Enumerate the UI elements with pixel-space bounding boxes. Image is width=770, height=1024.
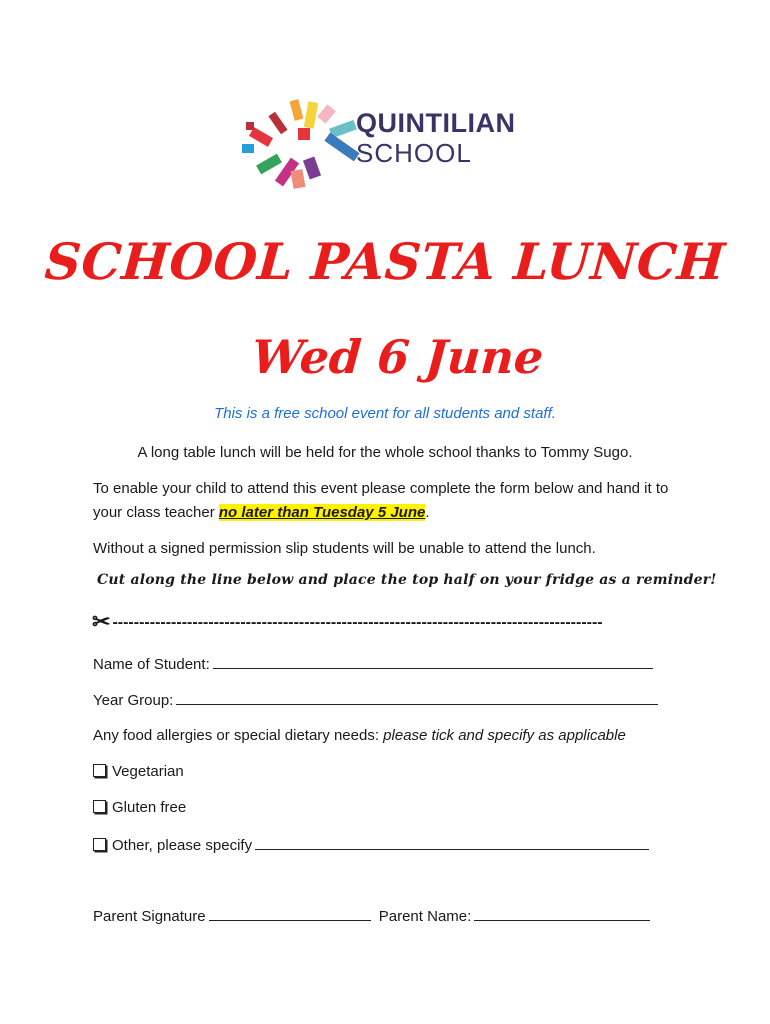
logo-bar bbox=[246, 122, 254, 130]
year-group-label: Year Group: bbox=[93, 692, 174, 709]
parent-name-line[interactable] bbox=[474, 906, 650, 921]
logo-name-line1: QUINTILIAN bbox=[356, 108, 516, 138]
student-name-label: Name of Student: bbox=[93, 656, 210, 673]
logo-bar bbox=[291, 169, 306, 189]
long-table-text: A long table lunch will be held for the whole school thanks to Tommy Sugo. bbox=[137, 444, 633, 461]
student-name-field[interactable] bbox=[93, 654, 653, 673]
logo-bar bbox=[249, 127, 273, 147]
school-logo-text bbox=[356, 110, 516, 166]
parent-signature-line[interactable] bbox=[209, 906, 371, 921]
logo-bar bbox=[290, 99, 304, 121]
page-title: SCHOOL PASTA LUNCH bbox=[42, 232, 728, 291]
option-gluten-free[interactable] bbox=[93, 799, 186, 816]
checkbox-gluten-free[interactable] bbox=[93, 800, 106, 813]
allergies-label: Any food allergies or special dietary needs: bbox=[93, 727, 379, 744]
logo-bar bbox=[317, 104, 336, 123]
scissors-icon: ✂ bbox=[92, 609, 111, 633]
option-vegetarian[interactable] bbox=[93, 763, 184, 780]
logo-bar bbox=[256, 154, 282, 175]
permission-text: Without a signed permission slip students will be unable to attend the lunch. bbox=[93, 540, 596, 557]
cut-reminder: Cut along the line below and place the top half on your fridge as a reminder! bbox=[97, 572, 717, 588]
allergies-prompt bbox=[93, 727, 626, 744]
year-group-field[interactable] bbox=[93, 690, 658, 709]
deadline-highlight: no later than Tuesday 5 June bbox=[218, 504, 426, 521]
checkbox-other[interactable] bbox=[93, 838, 106, 851]
signature-row bbox=[93, 906, 650, 925]
option-vegetarian-label: Vegetarian bbox=[112, 763, 184, 780]
free-event-note: This is a free school event for all students and staff. bbox=[214, 405, 556, 422]
option-gluten-free-label: Gluten free bbox=[112, 799, 187, 816]
logo-bar bbox=[303, 157, 321, 180]
option-other[interactable] bbox=[93, 835, 649, 854]
option-other-label: Other, please specify bbox=[112, 837, 253, 854]
logo-bar bbox=[324, 133, 359, 162]
enable-text-part2: . bbox=[425, 504, 430, 521]
enable-paragraph bbox=[93, 477, 693, 525]
other-specify-line[interactable] bbox=[255, 835, 649, 850]
enable-text-part1: To enable your child to attend this event please complete the form below and hand it to your class teacher bbox=[93, 480, 669, 521]
logo-bar bbox=[268, 112, 287, 135]
cut-dashes: -------------------------------------------------------------------------------------------- bbox=[112, 614, 603, 631]
parent-signature-label: Parent Signature bbox=[93, 908, 206, 925]
cut-line bbox=[92, 609, 682, 633]
logo-bar bbox=[298, 128, 310, 140]
logo-bar bbox=[242, 144, 254, 153]
event-date: Wed 6 June bbox=[250, 330, 546, 384]
student-name-line[interactable] bbox=[213, 654, 653, 669]
allergies-hint: please tick and specify as applicable bbox=[383, 727, 626, 744]
checkbox-vegetarian[interactable] bbox=[93, 764, 106, 777]
parent-name-label: Parent Name: bbox=[378, 908, 472, 925]
year-group-line[interactable] bbox=[176, 690, 658, 705]
logo-name-line2: SCHOOL bbox=[356, 138, 472, 168]
logo-bar bbox=[304, 101, 318, 128]
